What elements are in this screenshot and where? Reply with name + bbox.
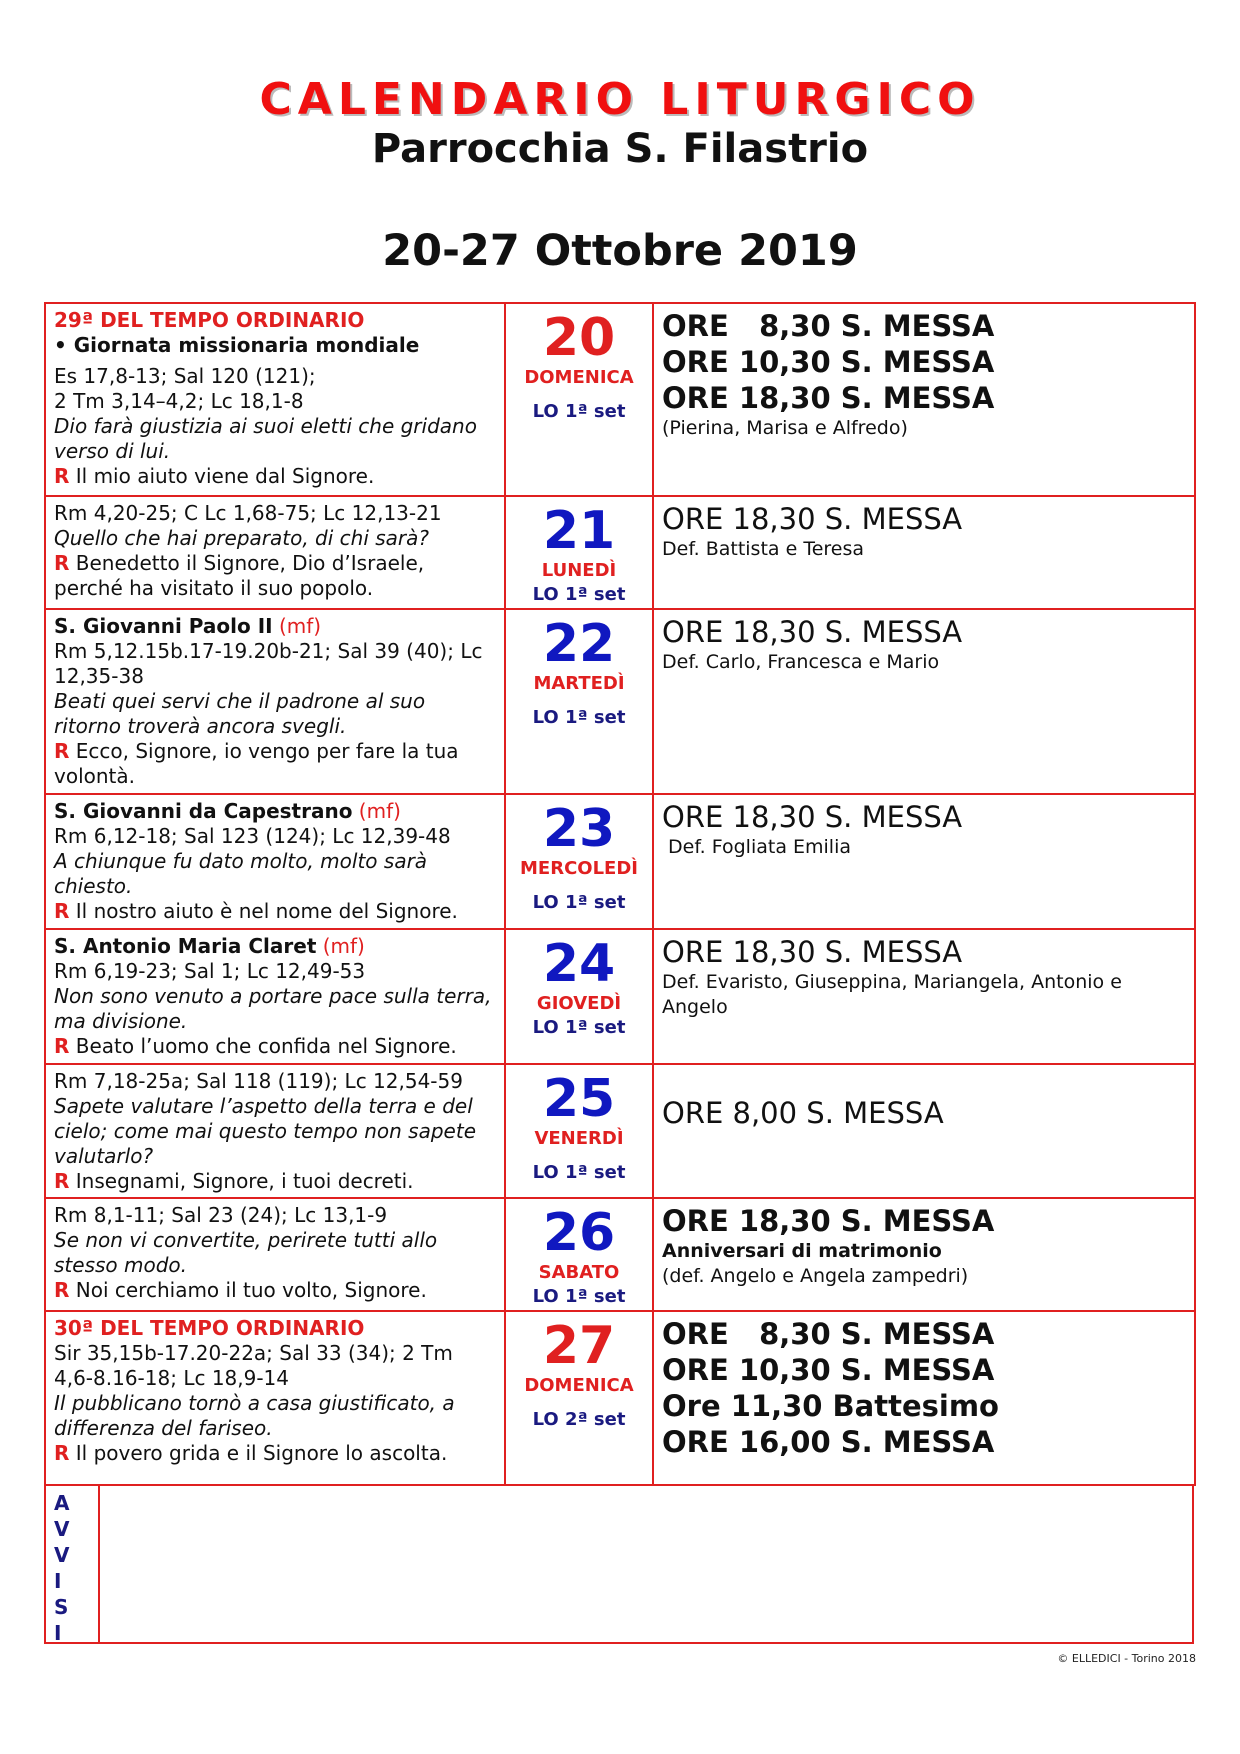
response-text: Il nostro aiuto è nel nome del Signore. <box>69 899 458 924</box>
liturgical-heading: 29ª DEL TEMPO ORDINARIO <box>54 308 365 332</box>
notices-label <box>54 1490 94 1646</box>
notices-letter: V <box>54 1543 70 1567</box>
notices-letter: S <box>54 1595 69 1619</box>
liturgy-hours-set: LO 1ª set <box>532 1161 626 1183</box>
response-label: R <box>54 1278 70 1303</box>
readings-text: Rm 6,19-23; Sal 1; Lc 12,49-53 <box>54 959 366 984</box>
response-text: Il mio aiuto viene dal Signore. <box>69 464 375 488</box>
calendar-row-27 <box>45 1311 1195 1485</box>
response-text: Beato l’uomo che confida nel Signore. <box>69 1034 457 1059</box>
notices-section <box>44 1484 1194 1644</box>
calendar-row-21 <box>45 496 1195 609</box>
response-text: Il povero grida e il Signore lo ascolta. <box>69 1441 448 1466</box>
readings-text: Es 17,8-13; Sal 120 (121); 2 Tm 3,14–4,2; Lc 18,1-8 <box>54 364 316 413</box>
day-name: LUNEDÌ <box>541 559 617 581</box>
day-name: DOMENICA <box>524 1375 634 1397</box>
readings-cell <box>45 794 505 929</box>
calendar-table <box>44 302 1196 1486</box>
calendar-row-26 <box>45 1198 1195 1311</box>
date-range: 20-27 Ottobre 2019 <box>382 226 858 276</box>
day-cell <box>505 1198 653 1311</box>
mass-time: ORE 10,30 S. MESSA <box>662 1353 995 1388</box>
saint-line <box>54 614 498 639</box>
liturgy-hours-set: LO 1ª set <box>532 892 626 914</box>
quote-text: Sapete valutare l’aspetto della terra e del cielo; come mai questo tempo non sapete valutarlo? <box>54 1093 476 1168</box>
quote-text: Il pubblicano tornò a casa giustificato, a differenza del fariseo. <box>54 1391 455 1441</box>
calendar-row-24 <box>45 929 1195 1064</box>
day-cell <box>505 1311 653 1485</box>
response-line <box>54 1441 498 1466</box>
readings-cell <box>45 1311 505 1485</box>
calendar-row-22 <box>45 609 1195 795</box>
response-text: Insegnami, Signore, i tuoi decreti. <box>69 1168 414 1193</box>
readings-text: Rm 6,12-18; Sal 123 (124); Lc 12,39-48 <box>54 824 451 849</box>
response-label: R <box>54 1168 70 1193</box>
response-label: R <box>54 464 70 488</box>
day-cell <box>505 496 653 609</box>
notices-letter: I <box>54 1621 62 1645</box>
saint-name: S. Antonio Maria Claret <box>54 934 317 959</box>
day-name: DOMENICA <box>524 367 634 388</box>
page-title: CALENDARIO LITURGICO <box>259 74 981 125</box>
parish-name: Parrocchia S. Filastrio <box>371 126 869 172</box>
response-text: Benedetto il Signore, Dio d’Israele, perché ha visitato il suo popolo. <box>54 550 425 600</box>
readings-cell <box>45 929 505 1064</box>
day-cell <box>505 1064 653 1199</box>
mass-time: ORE 8,30 S. MESSA <box>662 1317 995 1352</box>
masses-cell <box>653 929 1195 1064</box>
day-name: MARTEDÌ <box>533 672 625 694</box>
mass-time: ORE 8,00 S. MESSA <box>662 1095 944 1130</box>
readings-text: Rm 5,12.15b.17-19.20b-21; Sal 39 (40); Lc 12,35-38 <box>54 638 483 688</box>
mass-time: ORE 18,30 S. MESSA <box>662 1204 995 1239</box>
masses-cell <box>653 496 1195 609</box>
day-number: 21 <box>542 500 616 561</box>
notices-body <box>100 1484 1194 1644</box>
intention-note: (Pierina, Marisa e Alfredo) <box>662 417 908 439</box>
readings-cell <box>45 609 505 795</box>
masses-cell <box>653 609 1195 795</box>
intention-note: Def. Evaristo, Giuseppina, Mariangela, Antonio e Angelo <box>662 971 1122 1019</box>
response-label: R <box>54 550 70 575</box>
notices-letter: I <box>54 1569 62 1593</box>
liturgy-hours-set: LO 1ª set <box>532 401 626 422</box>
response-line <box>54 551 498 601</box>
readings-text: Rm 7,18-25a; Sal 118 (119); Lc 12,54-59 <box>54 1068 463 1093</box>
mass-time: ORE 16,00 S. MESSA <box>662 1425 995 1460</box>
response-text: Noi cerchiamo il tuo volto, Signore. <box>69 1278 427 1303</box>
day-cell <box>505 929 653 1064</box>
masses-cell <box>653 1064 1195 1199</box>
mass-time: ORE 18,30 S. MESSA <box>662 381 995 415</box>
calendar-row-20 <box>45 303 1195 496</box>
response-label: R <box>54 1034 70 1059</box>
mass-time: ORE 10,30 S. MESSA <box>662 345 995 379</box>
event-subheading: • Giornata missionaria mondiale <box>54 333 420 357</box>
mass-time: ORE 18,30 S. MESSA <box>662 501 963 536</box>
day-number: 27 <box>542 1316 616 1377</box>
baptism-time: Ore 11,30 Battesimo <box>662 1389 999 1424</box>
response-line <box>54 899 498 924</box>
response-label: R <box>54 899 70 924</box>
day-number: 24 <box>542 934 616 995</box>
mass-time: ORE 8,30 S. MESSA <box>662 309 995 343</box>
saint-name: S. Giovanni da Capestrano <box>54 799 353 824</box>
day-name: VENERDÌ <box>534 1127 624 1149</box>
readings-text: Rm 8,1-11; Sal 23 (24); Lc 13,1-9 <box>54 1203 388 1228</box>
response-line <box>54 739 498 789</box>
mass-time: ORE 18,30 S. MESSA <box>662 800 963 835</box>
day-number: 20 <box>542 308 616 368</box>
readings-text: Rm 4,20-25; C Lc 1,68-75; Lc 12,13-21 <box>54 500 442 525</box>
day-number: 25 <box>542 1068 616 1129</box>
intention-note: Def. Carlo, Francesca e Mario <box>662 650 940 673</box>
mass-time: ORE 18,30 S. MESSA <box>662 614 963 649</box>
mass-time: ORE 18,30 S. MESSA <box>662 935 963 970</box>
day-cell <box>505 794 653 929</box>
intention-note: Def. Battista e Teresa <box>662 537 865 560</box>
calendar-row-25 <box>45 1064 1195 1199</box>
saint-rank: (mf) <box>316 934 365 959</box>
saint-rank: (mf) <box>272 613 322 638</box>
liturgical-heading: 30ª DEL TEMPO ORDINARIO <box>54 1316 365 1341</box>
liturgy-hours-set: LO 1ª set <box>532 1286 626 1308</box>
response-line <box>54 1169 498 1194</box>
liturgy-hours-set: LO 1ª set <box>532 1017 626 1039</box>
quote-text: A chiunque fu dato molto, molto sarà chiesto. <box>54 849 428 899</box>
response-text: Ecco, Signore, io vengo per fare la tua volontà. <box>54 738 459 788</box>
copyright-footer: © ELLEDICI - Torino 2018 <box>1057 1652 1196 1665</box>
day-name: MERCOLEDÌ <box>520 858 638 880</box>
readings-cell <box>45 303 505 496</box>
day-cell <box>505 303 653 496</box>
quote-text: Quello che hai preparato, di chi sarà? <box>54 525 430 550</box>
quote-text: Beati quei servi che il padrone al suo ritorno troverà ancora svegli. <box>54 688 426 738</box>
saint-line <box>54 799 498 824</box>
liturgy-hours-set: LO 1ª set <box>532 706 626 728</box>
day-number: 22 <box>542 613 616 674</box>
quote-text: Dio farà giustizia ai suoi eletti che gridano verso di lui. <box>54 414 477 463</box>
intention-note: (def. Angelo e Angela zampedri) <box>662 1265 969 1288</box>
masses-cell <box>653 303 1195 496</box>
readings-cell <box>45 1198 505 1311</box>
response-label: R <box>54 1441 70 1466</box>
response-line <box>54 1034 498 1059</box>
anniversary-note: Anniversari di matrimonio <box>662 1240 942 1263</box>
day-number: 26 <box>542 1203 616 1264</box>
readings-cell <box>45 496 505 609</box>
quote-text: Se non vi convertite, perirete tutti allo stesso modo. <box>54 1228 438 1278</box>
day-number: 23 <box>542 799 616 860</box>
liturgy-hours-set: LO 2ª set <box>532 1409 626 1431</box>
quote-text: Non sono venuto a portare pace sulla terra, ma divisione. <box>54 984 492 1034</box>
day-cell <box>505 609 653 795</box>
response-line <box>54 1278 498 1303</box>
liturgy-hours-set: LO 1ª set <box>532 583 626 605</box>
saint-name: S. Giovanni Paolo II <box>54 613 273 638</box>
readings-cell <box>45 1064 505 1199</box>
notices-letter: A <box>54 1491 70 1515</box>
saint-line <box>54 934 498 959</box>
response-label: R <box>54 738 70 763</box>
calendar-row-23 <box>45 794 1195 929</box>
notices-letter: V <box>54 1517 70 1541</box>
notices-label-column <box>44 1484 100 1644</box>
readings-text: Sir 35,15b-17.20-22a; Sal 33 (34); 2 Tm 4,6-8.16-18; Lc 18,9-14 <box>54 1341 453 1391</box>
day-name: GIOVEDÌ <box>536 993 622 1015</box>
day-name: SABATO <box>538 1262 620 1284</box>
masses-cell <box>653 794 1195 929</box>
saint-rank: (mf) <box>352 799 401 824</box>
masses-cell <box>653 1198 1195 1311</box>
response-line <box>54 464 498 489</box>
masses-cell <box>653 1311 1195 1485</box>
intention-note: Def. Fogliata Emilia <box>662 836 852 859</box>
